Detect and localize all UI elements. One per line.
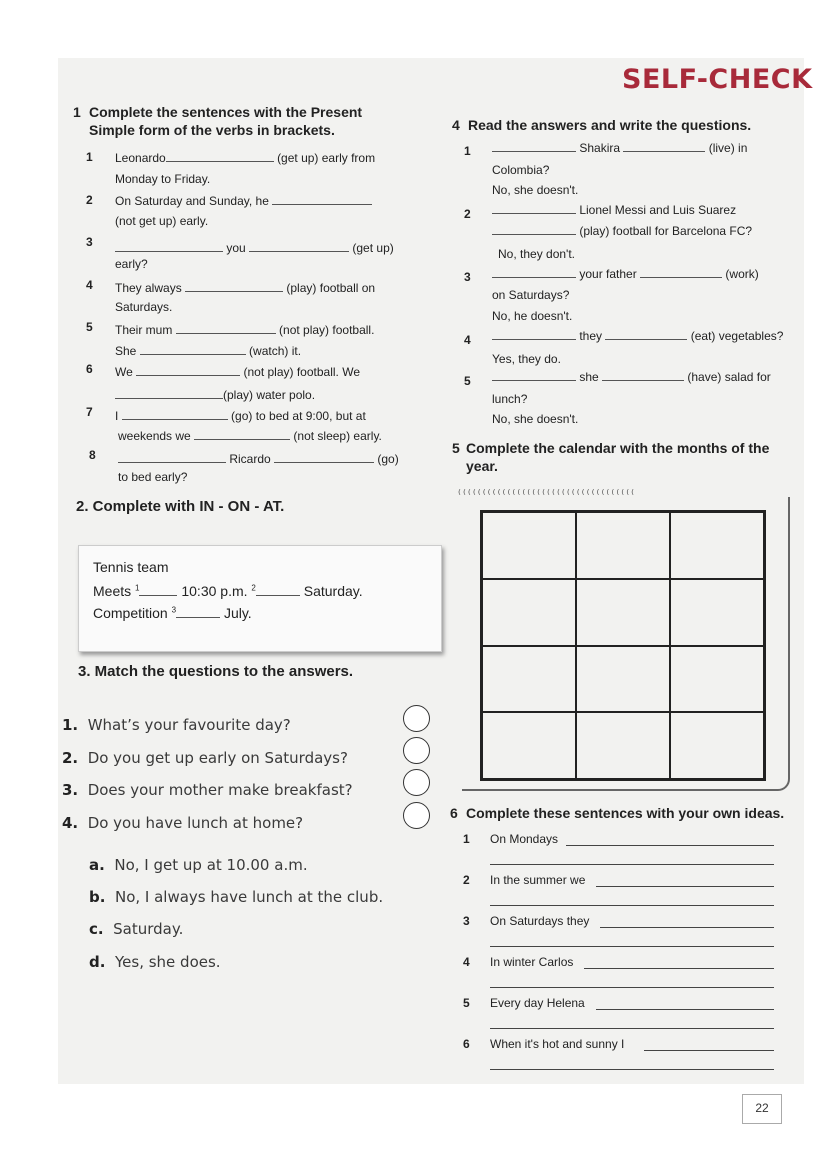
ex4-item-5-answer: No, she doesn't. [492, 412, 579, 426]
answer-option [89, 888, 383, 906]
card-text: 10:30 p.m. [181, 583, 248, 599]
ex1-item-1-line2: Monday to Friday. [115, 172, 211, 186]
ex4-item-number: 3 [464, 270, 471, 284]
ex1-text: I [115, 409, 119, 423]
ex6-item-number: 1 [463, 832, 470, 846]
ex1-number: 1 [73, 104, 81, 120]
answer-blank[interactable] [492, 140, 576, 152]
ex4-text: (work) [725, 267, 759, 281]
ex4-text: Shakira [579, 141, 621, 155]
ex4-text: (eat) vegetables? [690, 329, 784, 343]
ex6-item-text: In the summer we [490, 873, 586, 887]
ex1-heading-line2: Simple form of the verbs in brackets. [89, 122, 335, 138]
answer-blank[interactable] [115, 240, 223, 252]
ex4-item-number: 1 [464, 144, 471, 158]
ex1-text: (go) to bed at 9:00, but at [231, 409, 366, 423]
ex1-text: (go) [377, 452, 399, 466]
ex1-text: (play) water polo. [223, 388, 316, 402]
answer-line[interactable] [644, 1050, 774, 1051]
answer-blank[interactable] [249, 240, 349, 252]
answer-blank[interactable] [492, 266, 576, 278]
tennis-card [78, 545, 442, 652]
answer-line[interactable] [490, 864, 774, 865]
calendar-binding-rings: ⁽⁽⁽⁽⁽⁽⁽⁽⁽⁽⁽⁽⁽⁽⁽⁽⁽⁽⁽⁽⁽⁽⁽⁽⁽⁽⁽⁽⁽⁽⁽⁽⁽⁽⁽⁽ [458, 487, 637, 499]
answer-option [89, 953, 221, 971]
answer-line[interactable] [596, 886, 774, 887]
ex4-item-3-line2: on Saturdays? [492, 288, 570, 302]
gap-number: 1 [135, 583, 140, 593]
ex4-item-4-answer: Yes, they do. [492, 352, 561, 366]
ex6-heading: Complete these sentences with your own ideas. [466, 805, 785, 821]
ex5-heading-line1: Complete the calendar with the months of the [466, 440, 770, 456]
answer-line[interactable] [584, 968, 774, 969]
ex1-text: (not sleep) early. [293, 429, 382, 443]
ex4-number: 4 [452, 117, 460, 133]
ex1-item-4-line2: Saturdays. [115, 300, 173, 314]
ex3-heading: 3. Match the questions to the answers. [78, 663, 354, 680]
answer-line[interactable] [600, 927, 774, 928]
card-text: Meets [93, 583, 132, 599]
answer-blank[interactable] [166, 150, 274, 162]
ex1-item-6-line1 [115, 364, 360, 379]
ex1-item-number: 5 [86, 320, 93, 334]
answer-text: No, I always have lunch at the club. [114, 888, 384, 906]
answer-circle[interactable] [403, 737, 430, 764]
ex4-item-2-line1 [492, 202, 736, 217]
ex4-text: (live) in [708, 141, 748, 155]
ex6-item-number: 6 [463, 1037, 470, 1051]
ex4-text: they [579, 329, 603, 343]
ex6-number: 6 [450, 805, 458, 821]
ex6-item-number: 3 [463, 914, 470, 928]
calendar-grid [480, 510, 766, 781]
page-title: SELF-CHECK [622, 64, 813, 95]
answer-circle[interactable] [403, 802, 430, 829]
ex1-text: Ricardo [229, 452, 271, 466]
gap-number: 2 [251, 583, 256, 593]
question-text: What’s your favourite day? [87, 716, 291, 734]
answer-line[interactable] [566, 845, 774, 846]
ex4-text: your father [579, 267, 637, 281]
answer-blank[interactable] [272, 193, 372, 205]
calendar-cell[interactable] [670, 712, 764, 779]
ex4-item-2-line2 [492, 223, 752, 238]
ex4-item-1-answer: No, she doesn't. [492, 183, 579, 197]
ex1-item-1-line1 [115, 150, 375, 165]
question-number: 1. [62, 716, 79, 734]
answer-blank[interactable] [602, 369, 684, 381]
answer-blank[interactable] [605, 328, 687, 340]
ex1-text: (get up) [352, 241, 394, 255]
ex1-text: (play) football on [286, 281, 376, 295]
question-number: 3. [62, 781, 79, 799]
ex6-item-text: In winter Carlos [490, 955, 574, 969]
answer-letter: d. [89, 953, 106, 971]
ex1-text: (watch) it. [249, 344, 302, 358]
answer-blank[interactable] [122, 408, 228, 420]
ex1-item-7-line2 [118, 428, 382, 443]
ex1-text: She [115, 344, 137, 358]
calendar-cell[interactable] [576, 712, 670, 779]
ex4-item-3-line1 [492, 266, 759, 281]
card-title: Tennis team [93, 559, 169, 575]
ex1-item-number: 1 [86, 150, 93, 164]
ex1-item-number: 4 [86, 278, 93, 292]
answer-blank[interactable] [136, 364, 240, 376]
card-text: Saturday. [303, 583, 363, 599]
card-competition-line [93, 605, 252, 621]
ex2-heading: 2. Complete with IN - ON - AT. [76, 498, 285, 515]
ex4-item-1-line2: Colombia? [492, 163, 550, 177]
answer-line[interactable] [490, 987, 774, 988]
answer-circle[interactable] [403, 769, 430, 796]
question-text: Do you get up early on Saturdays? [87, 749, 348, 767]
answer-line[interactable] [596, 1009, 774, 1010]
ex1-heading-line1: Complete the sentences with the Present [89, 104, 363, 120]
answer-circle[interactable] [403, 705, 430, 732]
ex6-item-text: When it's hot and sunny I [490, 1037, 625, 1051]
ex4-text: she [579, 370, 599, 384]
ex1-text: They always [115, 281, 182, 295]
ex1-item-5-line1 [115, 322, 374, 337]
question-text: Does your mother make breakfast? [87, 781, 353, 799]
answer-letter: c. [89, 920, 104, 938]
answer-blank[interactable] [492, 328, 576, 340]
calendar-cell[interactable] [482, 579, 576, 646]
ex4-item-1-line1 [492, 140, 747, 155]
answer-blank[interactable] [118, 451, 226, 463]
answer-letter: a. [89, 856, 105, 874]
ex6-item-number: 4 [463, 955, 470, 969]
ex1-text: (not play) football. [279, 323, 375, 337]
ex1-item-number: 2 [86, 193, 93, 207]
card-meets-line [93, 583, 363, 599]
calendar-cell[interactable] [482, 512, 576, 579]
ex4-text: (play) football for Barcelona FC? [579, 224, 753, 238]
ex1-item-8-line1 [118, 451, 399, 466]
answer-blank[interactable] [640, 266, 722, 278]
answer-option [89, 856, 308, 874]
card-text: Competition [93, 605, 168, 621]
answer-option [89, 920, 183, 938]
answer-blank[interactable] [194, 428, 290, 440]
answer-line[interactable] [490, 1069, 774, 1070]
question [62, 781, 353, 799]
calendar-cell[interactable] [482, 646, 576, 713]
ex1-item-2-line1 [115, 193, 372, 208]
ex1-item-3-line1 [115, 240, 394, 255]
question-number: 4. [62, 814, 79, 832]
answer-line[interactable] [490, 905, 774, 906]
ex4-item-2-answer: No, they don't. [498, 247, 576, 261]
card-text: July. [223, 605, 252, 621]
answer-blank[interactable] [139, 584, 177, 596]
question [62, 749, 348, 767]
calendar-cell[interactable] [576, 579, 670, 646]
ex1-item-number: 6 [86, 362, 93, 376]
ex1-text: weekends we [118, 429, 191, 443]
ex6-item-text: On Saturdays they [490, 914, 590, 928]
answer-blank[interactable] [115, 387, 223, 399]
answer-blank[interactable] [492, 202, 576, 214]
gap-number: 3 [171, 605, 177, 615]
question-text: Do you have lunch at home? [87, 814, 304, 832]
answer-blank[interactable] [274, 451, 374, 463]
ex4-item-number: 2 [464, 207, 471, 221]
ex4-text: Lionel Messi and Luis Suarez [579, 203, 737, 217]
ex1-text: On Saturday and Sunday, he [115, 194, 269, 208]
calendar-cell[interactable] [482, 712, 576, 779]
ex6-item-text: On Mondays [490, 832, 559, 846]
ex1-item-8-line2: to bed early? [118, 470, 188, 484]
ex1-item-2-line2: (not get up) early. [115, 214, 209, 228]
calendar-cell[interactable] [670, 579, 764, 646]
answer-line[interactable] [490, 946, 774, 947]
calendar-cell[interactable] [576, 512, 670, 579]
ex1-item-6-line2 [115, 387, 315, 402]
ex1-text: Their mum [115, 323, 173, 337]
ex1-item-3-line2: early? [115, 257, 148, 271]
answer-blank[interactable] [623, 140, 705, 152]
question [62, 716, 291, 734]
ex4-item-number: 5 [464, 374, 471, 388]
answer-text: Saturday. [113, 920, 184, 938]
answer-text: No, I get up at 10.00 a.m. [114, 856, 308, 874]
ex4-item-3-answer: No, he doesn't. [492, 309, 573, 323]
ex4-text: (have) salad for [687, 370, 771, 384]
answer-blank[interactable] [256, 584, 300, 596]
ex6-item-text: Every day Helena [490, 996, 585, 1010]
question [62, 814, 303, 832]
ex4-heading: Read the answers and write the questions. [468, 117, 752, 133]
answer-blank[interactable] [492, 369, 576, 381]
ex4-item-5-line2: lunch? [492, 392, 528, 406]
ex5-heading-line2: year. [466, 458, 498, 474]
ex1-text: (get up) early from [277, 151, 376, 165]
ex4-item-number: 4 [464, 333, 471, 347]
ex4-item-4-line1 [492, 328, 783, 343]
ex1-item-4-line1 [115, 280, 375, 295]
answer-blank[interactable] [140, 343, 246, 355]
ex4-item-5-line1 [492, 369, 771, 384]
answer-letter: b. [89, 888, 106, 906]
answer-text: Yes, she does. [114, 953, 221, 971]
ex1-text: (not play) football. We [243, 365, 360, 379]
ex6-item-number: 2 [463, 873, 470, 887]
answer-blank[interactable] [176, 322, 276, 334]
ex1-text: We [115, 365, 133, 379]
ex6-item-number: 5 [463, 996, 470, 1010]
calendar-cell[interactable] [576, 646, 670, 713]
ex1-item-5-line2 [115, 343, 301, 358]
ex1-text: you [226, 241, 246, 255]
answer-line[interactable] [490, 1028, 774, 1029]
ex1-item-number: 8 [89, 448, 96, 462]
calendar-cell[interactable] [670, 646, 764, 713]
answer-blank[interactable] [492, 223, 576, 235]
answer-blank[interactable] [185, 280, 283, 292]
ex5-number: 5 [452, 440, 460, 456]
answer-blank[interactable] [176, 606, 220, 618]
question-number: 2. [62, 749, 79, 767]
ex1-text: Leonardo [115, 151, 166, 165]
ex1-item-number: 7 [86, 405, 93, 419]
ex1-item-7-line1 [115, 408, 366, 423]
page-number: 22 [742, 1094, 782, 1124]
ex1-item-number: 3 [86, 235, 93, 249]
calendar-cell[interactable] [670, 512, 764, 579]
